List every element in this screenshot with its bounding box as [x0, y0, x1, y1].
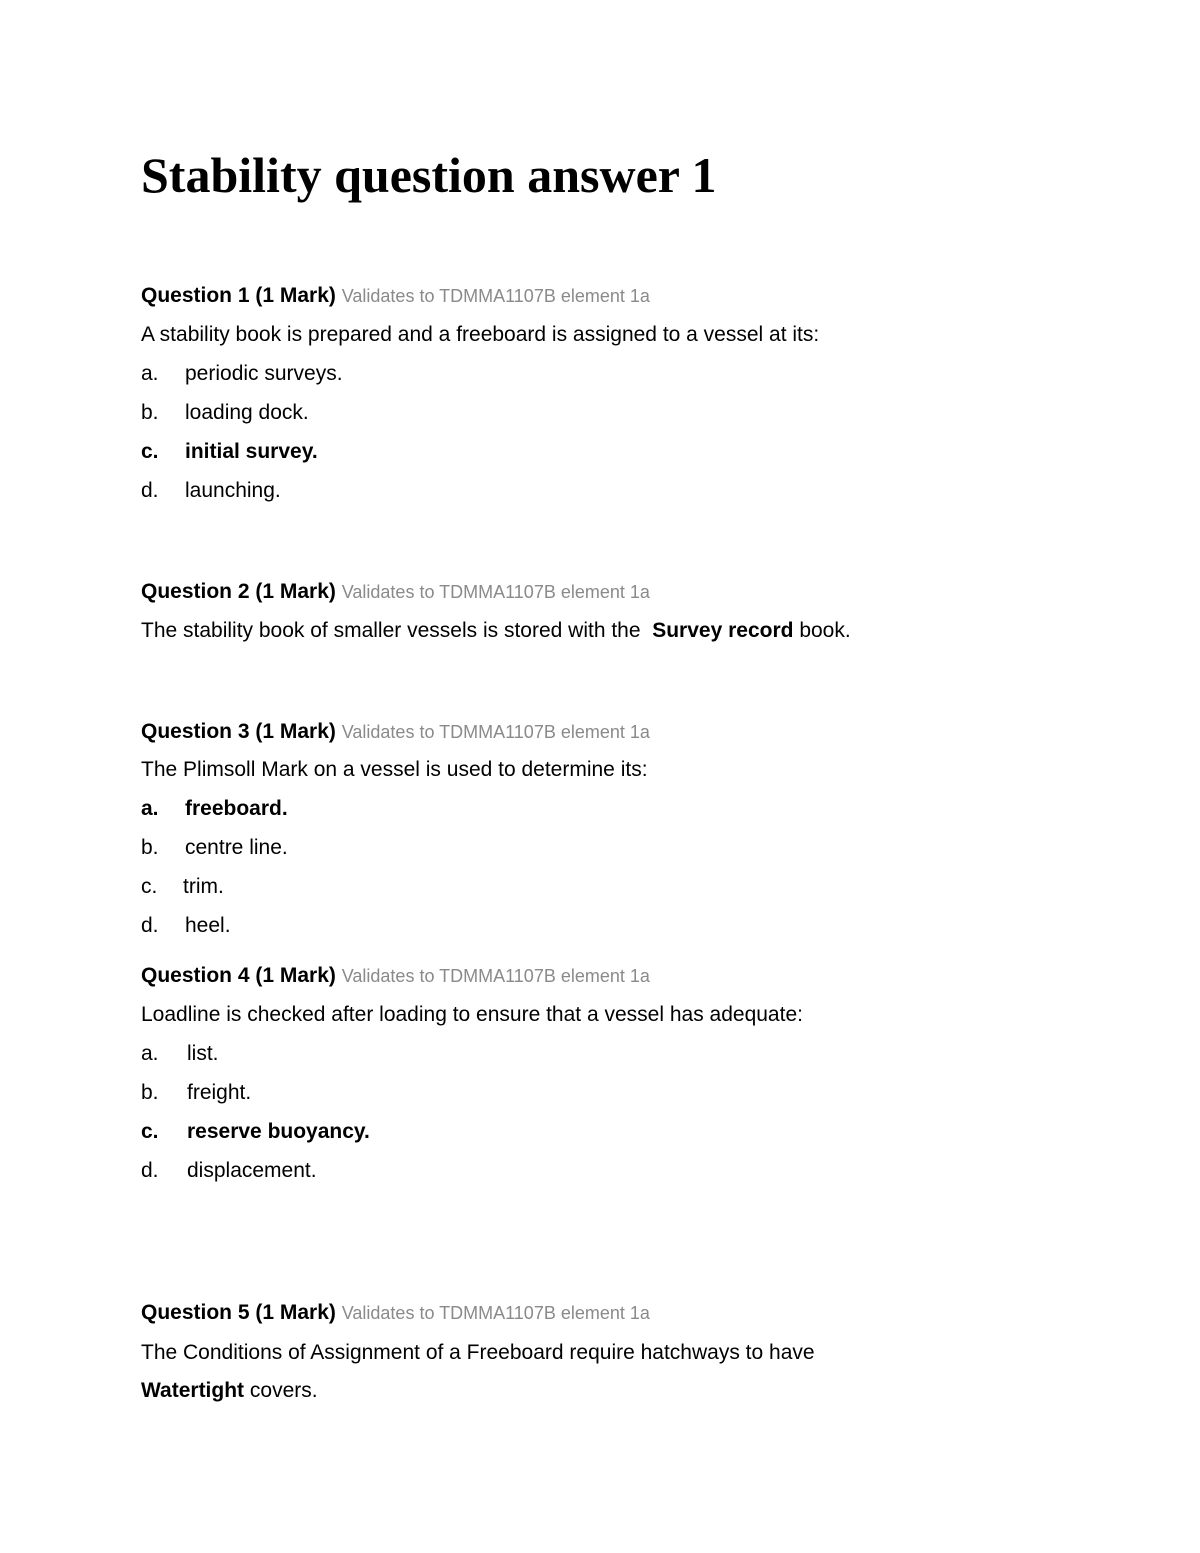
question-5-stem: The Conditions of Assignment of a Freeboard require hatchways to have	[141, 1341, 815, 1364]
option-letter: a.	[141, 797, 159, 820]
option-letter: d.	[141, 479, 159, 502]
question-2-header	[141, 578, 650, 606]
option-letter: d.	[141, 914, 159, 937]
option-text: periodic surveys.	[185, 362, 343, 385]
option-letter: b.	[141, 1081, 159, 1104]
question-3-header	[141, 718, 650, 746]
question-2-validates: Validates to TDMMA1107B element 1a	[341, 582, 650, 602]
option-text: trim.	[183, 875, 224, 898]
page-title: Stability question answer 1	[141, 147, 717, 203]
option-letter: a.	[141, 1042, 159, 1065]
question-5-label: Question 5 (1 Mark)	[141, 1301, 336, 1324]
question-2-stem-end: book.	[799, 619, 851, 642]
question-2-label: Question 2 (1 Mark)	[141, 580, 336, 603]
option-text: freeboard.	[185, 797, 288, 820]
question-5-stem-end: covers.	[249, 1379, 318, 1402]
question-2-answer: Survey record	[652, 619, 794, 642]
question-1-validates: Validates to TDMMA1107B element 1a	[341, 286, 650, 306]
option-text: launching.	[185, 479, 281, 502]
option-letter: c.	[141, 875, 158, 898]
option-letter: c.	[141, 1120, 159, 1143]
option-text: loading dock.	[185, 401, 309, 424]
question-4-validates: Validates to TDMMA1107B element 1a	[341, 966, 650, 986]
option-letter: b.	[141, 401, 159, 424]
option-text: displacement.	[187, 1159, 317, 1182]
question-5-header	[141, 1299, 650, 1327]
option-letter: d.	[141, 1159, 159, 1182]
question-2-stem	[141, 617, 851, 645]
question-5-validates: Validates to TDMMA1107B element 1a	[341, 1303, 650, 1323]
question-3-validates: Validates to TDMMA1107B element 1a	[341, 722, 650, 742]
option-text: freight.	[187, 1081, 252, 1104]
option-letter: a.	[141, 362, 159, 385]
question-5-stem-line-2	[141, 1377, 318, 1405]
question-4-stem: Loadline is checked after loading to ensure that a vessel has adequate:	[141, 1003, 803, 1026]
question-3-stem: The Plimsoll Mark on a vessel is used to determine its:	[141, 758, 648, 781]
question-2-stem-text: The stability book of smaller vessels is stored with the	[141, 619, 641, 642]
option-letter: c.	[141, 440, 159, 463]
option-text: list.	[187, 1042, 219, 1065]
question-4-header	[141, 962, 650, 990]
question-1-label: Question 1 (1 Mark)	[141, 284, 336, 307]
question-3-label: Question 3 (1 Mark)	[141, 720, 336, 743]
option-letter: b.	[141, 836, 159, 859]
question-1-stem: A stability book is prepared and a freeboard is assigned to a vessel at its:	[141, 323, 820, 346]
option-text: centre line.	[185, 836, 288, 859]
question-5-answer: Watertight	[141, 1379, 245, 1402]
option-text: reserve buoyancy.	[187, 1120, 370, 1143]
question-1-header	[141, 282, 650, 310]
question-4-label: Question 4 (1 Mark)	[141, 964, 336, 987]
option-text: heel.	[185, 914, 231, 937]
option-text: initial survey.	[185, 440, 318, 463]
